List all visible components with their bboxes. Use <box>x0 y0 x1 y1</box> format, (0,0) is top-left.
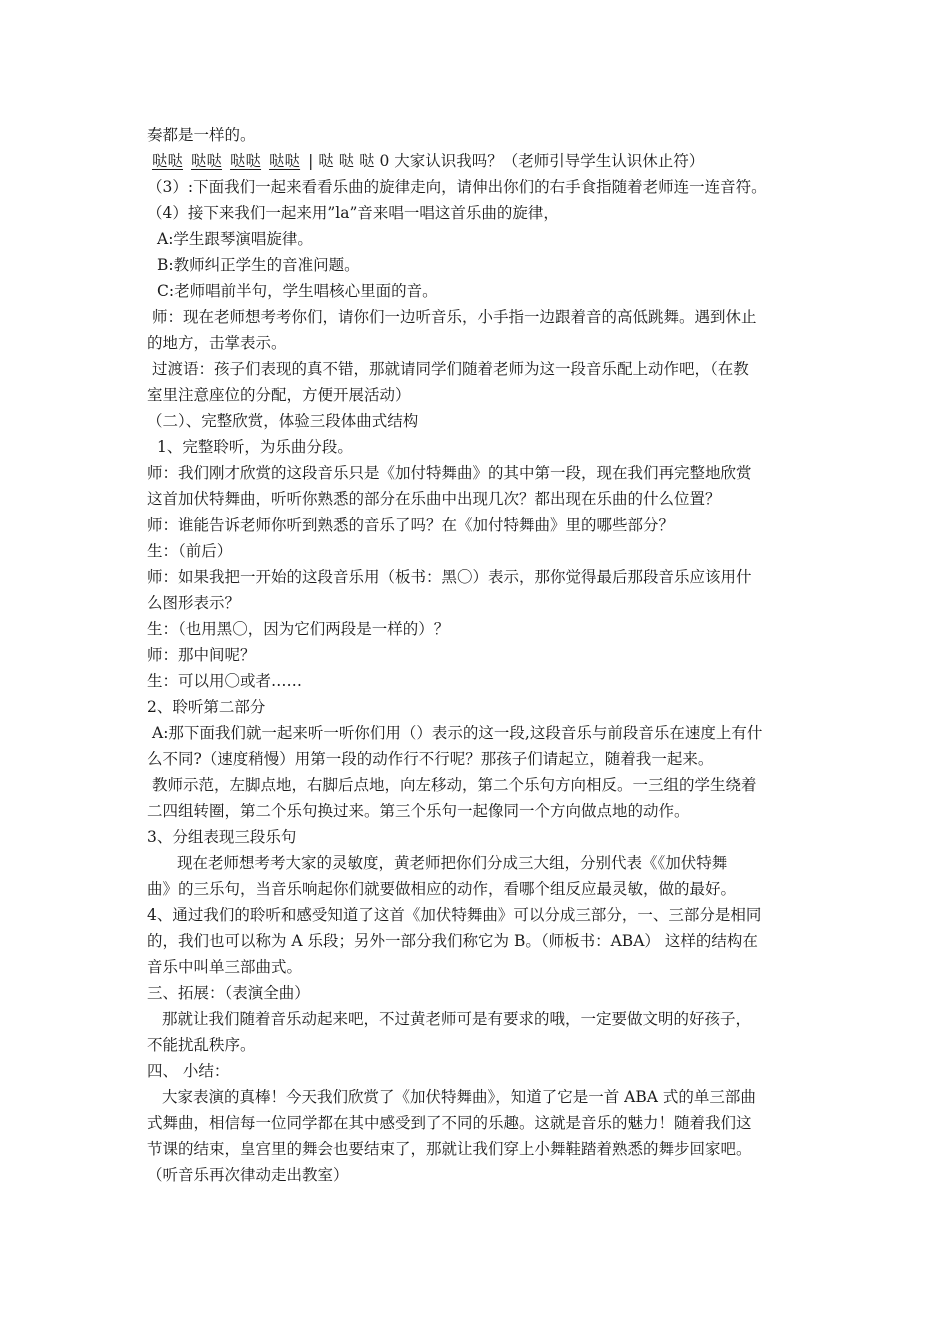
rhythm-note: 哒哒 <box>269 152 301 170</box>
paragraph-line: 师：谁能告诉老师你听到熟悉的音乐了吗？在《加付特舞曲》里的哪些部分？ <box>147 516 675 534</box>
paragraph-line: 现在老师想考考大家的灵敏度，黄老师把你们分成三大组，分别代表《《加伏特舞 <box>177 854 728 872</box>
subsection-heading: 3、分组表现三段乐句 <box>147 828 297 846</box>
paragraph-line: （4）接下来我们一起来用”la”音来唱一唱这首乐曲的旋律， <box>147 204 559 222</box>
paragraph-line: 4、通过我们的聆听和感受知道了这首《加伏特舞曲》可以分成三部分，一、三部分是相同 <box>147 906 762 924</box>
paragraph-line: （听音乐再次律动走出教室） <box>147 1166 349 1184</box>
paragraph-line: 教师示范，左脚点地，右脚后点地，向左移动，第二个乐句方向相反。一三组的学生绕着 <box>152 776 757 794</box>
paragraph-line: 的，我们也可以称为 A 乐段；另外一部分我们称它为 B。（师板书：ABA） 这样的结构在 <box>147 932 758 950</box>
list-item: C:老师唱前半句，学生唱核心里面的音。 <box>157 282 438 300</box>
rhythm-note: 哒哒 <box>152 152 184 170</box>
paragraph-line: 奏都是一样的。 <box>147 126 256 144</box>
subsection-heading: 1、完整聆听，为乐曲分段。 <box>157 438 353 456</box>
document-body <box>147 122 812 1188</box>
paragraph-line: 音乐中叫单三部曲式。 <box>147 958 303 976</box>
paragraph-line: 室里注意座位的分配，方便开展活动） <box>147 386 411 404</box>
paragraph-line: 式舞曲，相信每一位同学都在其中感受到了不同的乐趣。这就是音乐的魅力！随着我们这 <box>147 1114 752 1132</box>
paragraph-line: 大家表演的真棒！今天我们欣赏了《加伏特舞曲》，知道了它是一首 ABA 式的单三部曲 <box>162 1088 756 1106</box>
paragraph-line: 曲》的三乐句，当音乐响起你们就要做相应的动作，看哪个组反应最灵敏，做的最好。 <box>147 880 737 898</box>
section-heading: 三、拓展：（表演全曲） <box>147 984 310 1002</box>
paragraph-line: 二四组转圈，第二个乐句换过来。第三个乐句一起像同一个方向做点地的动作。 <box>147 802 690 820</box>
paragraph-line: 不能扰乱秩序。 <box>147 1036 256 1054</box>
paragraph-line: A:那下面我们就一起来听一听你们用（）表示的这一段,这段音乐与前段音乐在速度上有什 <box>152 724 763 742</box>
section-heading: 四、 小结： <box>147 1062 230 1080</box>
rhythm-rest-text: | 哒 哒 哒 0 大家认识我吗？（老师引导学生认识休止符） <box>308 152 705 170</box>
section-heading: （二）、完整欣赏，体验三段体曲式结构 <box>147 412 419 430</box>
rhythm-line <box>147 148 812 174</box>
paragraph-line: 师：现在老师想考考你们，请你们一边听音乐，小手指一边跟着音的高低跳舞。遇到休止 <box>152 308 757 326</box>
paragraph-line: 师：我们刚才欣赏的这段音乐只是《加付特舞曲》的其中第一段，现在我们再完整地欣赏 <box>147 464 752 482</box>
paragraph-line: 师：那中间呢？ <box>147 646 256 664</box>
paragraph-line: 的地方，击掌表示。 <box>147 334 287 352</box>
paragraph-line: 生：（前后） <box>147 542 233 560</box>
paragraph-line: 节课的结束，皇宫里的舞会也要结束了，那就让我们穿上小舞鞋踏着熟悉的舞步回家吧。 <box>147 1140 752 1158</box>
paragraph-line: 生：可以用〇或者…… <box>147 672 303 690</box>
rhythm-note: 哒哒 <box>230 152 262 170</box>
paragraph-line: 师：如果我把一开始的这段音乐用（板书：黑〇）表示，那你觉得最后那段音乐应该用什 <box>147 568 752 586</box>
paragraph-line: （3）:下面我们一起来看看乐曲的旋律走向，请伸出你们的右手食指随着老师连一连音符。 <box>147 178 767 196</box>
paragraph-line: 生：（也用黑〇，因为它们两段是一样的）？ <box>147 620 450 638</box>
rhythm-note: 哒哒 <box>191 152 223 170</box>
subsection-heading: 2、聆听第二部分 <box>147 698 266 716</box>
paragraph-line: 那就让我们随着音乐动起来吧，不过黄老师可是有要求的哦，一定要做文明的好孩子， <box>162 1010 752 1028</box>
paragraph-line: 么不同?（速度稍慢）用第一段的动作行不行呢？那孩子们请起立，随着我一起来。 <box>147 750 714 768</box>
list-item: B:教师纠正学生的音准问题。 <box>157 256 360 274</box>
paragraph-line: 过渡语：孩子们表现的真不错，那就请同学们随着老师为这一段音乐配上动作吧，（在教 <box>152 360 749 378</box>
paragraph-line: 么图形表示？ <box>147 594 241 612</box>
paragraph-line: 这首加伏特舞曲，听听你熟悉的部分在乐曲中出现几次？都出现在乐曲的什么位置？ <box>147 490 721 508</box>
list-item: A:学生跟琴演唱旋律。 <box>157 230 313 248</box>
